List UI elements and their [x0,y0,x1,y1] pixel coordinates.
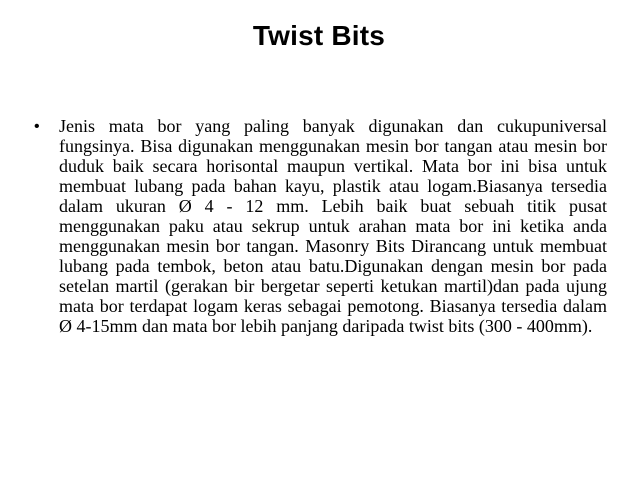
bullet-text: Jenis mata bor yang paling banyak digunakan dan cukupuniversal fungsinya. Bisa digunakan menggunakan mesin bor tangan atau mesin bor duduk baik secara horisontal maupun vertikal. Mata bor ini bisa untuk membuat lubang pada bahan kayu, plastik atau logam.Biasanya tersedia dalam ukuran Ø 4 - 12 mm. Lebih baik buat sebuah titik pusat menggunakan paku atau sekrup untuk arahan mata bor ini ketika anda menggunakan mesin bor tangan. Masonry Bits Dirancang untuk membuat lubang pada tembok, beton atau batu.Digunakan dengan mesin bor pada setelan martil (gerakan bir bergetar seperti ketukan martil)dan pada ujung mata bor terdapat logam keras sebagai pemotong. Biasanya tersedia dalam Ø 4-15mm dan mata bor lebih panjang daripada twist bits (300 - 400mm). [59,116,607,336]
bullet-item [34,116,606,336]
bullet-icon: • [34,118,40,135]
slide-title: Twist Bits [252,20,386,51]
